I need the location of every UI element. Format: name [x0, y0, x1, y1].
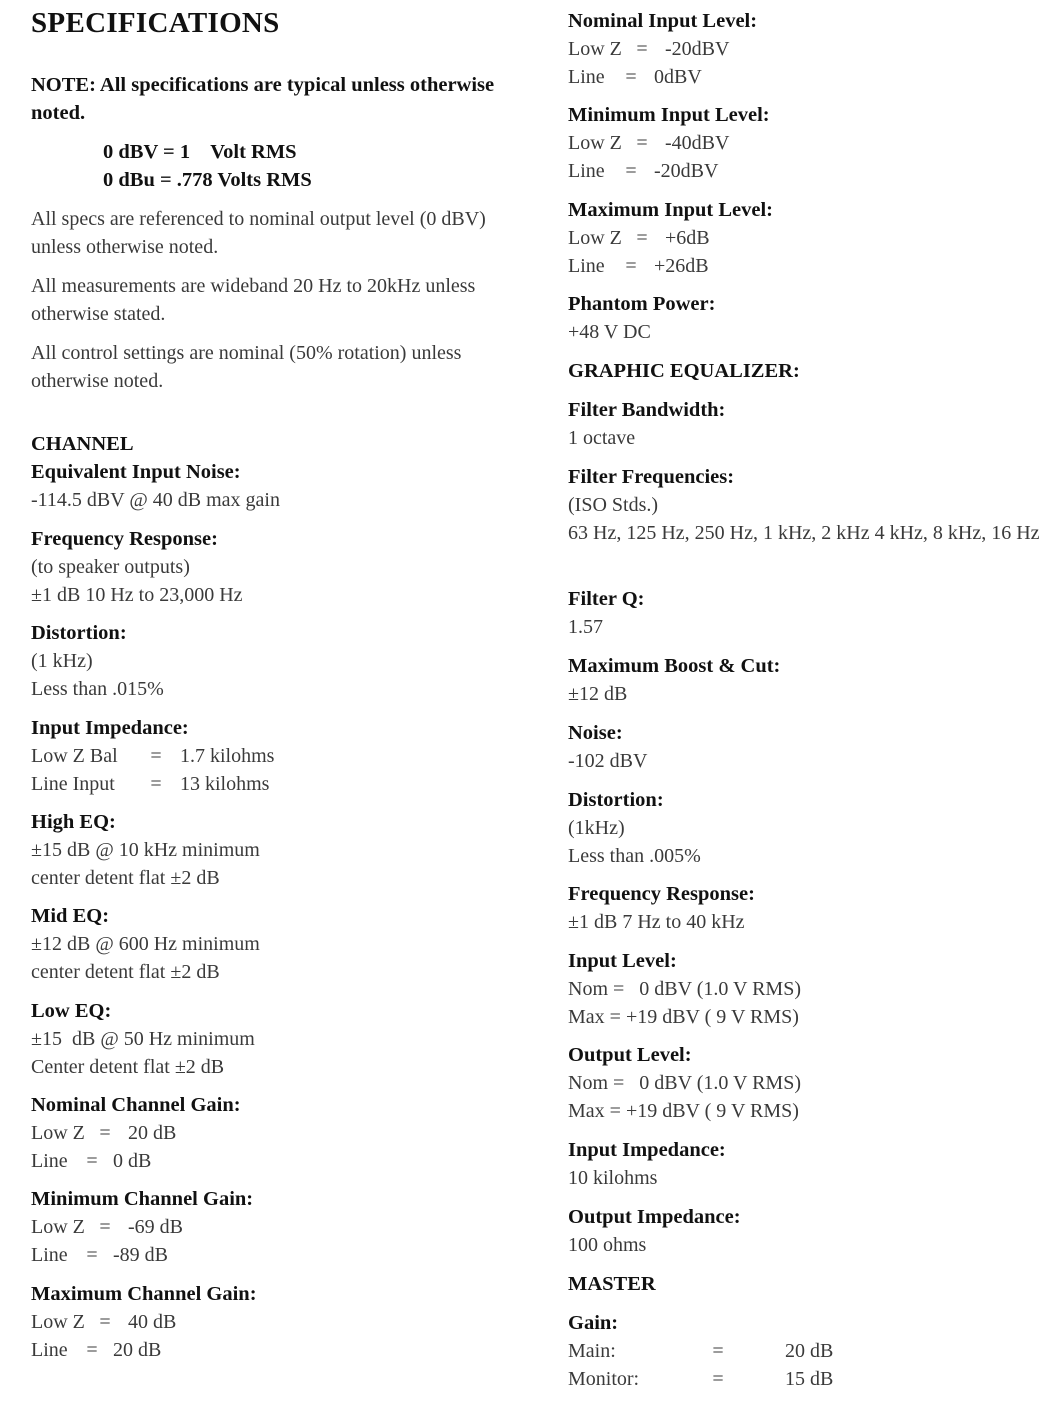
- row-key: Line: [568, 255, 605, 277]
- spec-row: [31, 1336, 257, 1364]
- eq-input-impedance-block: [568, 1136, 726, 1192]
- filter-bandwidth-block: [568, 396, 725, 452]
- row-value: -20dBV: [654, 160, 719, 182]
- spec-line: ±1 dB 7 Hz to 40 kHz: [568, 911, 745, 933]
- row-value: 20 dB: [128, 1122, 177, 1144]
- spec-row: [31, 770, 274, 798]
- spec-line: 1 octave: [568, 427, 636, 449]
- reference-dbv: 0 dBV = 1 Volt RMS: [103, 141, 297, 163]
- spec-row: [568, 1365, 833, 1393]
- row-value: -69 dB: [128, 1216, 183, 1238]
- row-equals: =: [636, 227, 648, 249]
- spec-row: [568, 224, 773, 252]
- channel-heading: CHANNEL: [31, 433, 134, 455]
- row-key: Monitor:: [568, 1368, 640, 1390]
- spec-line: center detent flat ±2 dB: [31, 961, 220, 983]
- row-equals: =: [636, 38, 648, 60]
- spec-line: (to speaker outputs): [31, 556, 190, 578]
- row-equals: =: [150, 773, 162, 795]
- spec-row: [568, 1337, 833, 1365]
- row-value: 20 dB: [113, 1339, 162, 1361]
- row-value: -89 dB: [113, 1244, 168, 1266]
- spec-line: Less than .005%: [568, 845, 701, 867]
- paragraph-measurements: All measurements are wideband 20 Hz to 20kHz unless otherwise stated.: [31, 275, 476, 325]
- spec-row: [31, 742, 274, 770]
- spec-line: Center detent flat ±2 dB: [31, 1056, 225, 1078]
- spec-line: -102 dBV: [568, 750, 648, 772]
- spec-line: ±15 dB @ 10 kHz minimum: [31, 839, 260, 861]
- output-impedance-block: [568, 1203, 741, 1259]
- spec-row: [31, 1308, 257, 1336]
- filter-q-heading: Filter Q:: [568, 588, 645, 610]
- spec-line: Nom = 0 dBV (1.0 V RMS): [568, 1072, 801, 1094]
- row-key: Low Z Bal: [31, 745, 118, 767]
- spec-row: [31, 1119, 241, 1147]
- row-equals: =: [636, 132, 648, 154]
- row-equals: =: [712, 1340, 724, 1362]
- spec-line: 10 kilohms: [568, 1167, 658, 1189]
- maximum-input-level-heading: Maximum Input Level:: [568, 199, 773, 221]
- row-key: Low Z: [568, 227, 622, 249]
- row-equals: =: [625, 255, 637, 277]
- spec-line: Less than .015%: [31, 678, 164, 700]
- row-value: +6dB: [665, 227, 710, 249]
- page-title: SPECIFICATIONS: [31, 7, 280, 39]
- distortion-block: [31, 619, 164, 703]
- equivalent-input-noise-heading: Equivalent Input Noise:: [31, 461, 241, 483]
- spec-line: 100 ohms: [568, 1234, 647, 1256]
- input-level-heading: Input Level:: [568, 950, 677, 972]
- spec-row: [568, 35, 757, 63]
- mid-eq-heading: Mid EQ:: [31, 905, 110, 927]
- filter-frequencies-heading: Filter Frequencies:: [568, 466, 735, 488]
- output-impedance-heading: Output Impedance:: [568, 1206, 741, 1228]
- spec-row: [31, 1213, 253, 1241]
- row-value: 20 dB: [785, 1340, 834, 1362]
- graphic-eq-section: [568, 357, 800, 385]
- eq-distortion-heading: Distortion:: [568, 789, 664, 811]
- filter-frequencies-block: [568, 463, 1058, 547]
- spec-line: (1kHz): [568, 817, 625, 839]
- row-equals: =: [99, 1311, 111, 1333]
- nominal-channel-gain-block: [31, 1091, 241, 1175]
- row-key: Main:: [568, 1340, 616, 1362]
- master-gain-block: [568, 1309, 833, 1393]
- minimum-input-level-block: [568, 101, 770, 185]
- row-key: Low Z: [568, 38, 622, 60]
- row-equals: =: [150, 745, 162, 767]
- row-key: Line Input: [31, 773, 115, 795]
- input-impedance-block: [31, 714, 274, 798]
- distortion-heading: Distortion:: [31, 622, 127, 644]
- output-level-heading: Output Level:: [568, 1044, 692, 1066]
- row-equals: =: [86, 1339, 98, 1361]
- spec-line: Nom = 0 dBV (1.0 V RMS): [568, 978, 801, 1000]
- row-value: -40dBV: [665, 132, 730, 154]
- max-boost-cut-block: [568, 652, 780, 708]
- maximum-input-level-block: [568, 196, 773, 280]
- maximum-channel-gain-block: [31, 1280, 257, 1364]
- spec-line: Max = +19 dBV ( 9 V RMS): [568, 1100, 799, 1122]
- row-key: Low Z: [31, 1311, 85, 1333]
- row-value: 1.7 kilohms: [180, 745, 275, 767]
- master-section: [568, 1270, 656, 1298]
- paragraph-controls: All control settings are nominal (50% rotation) unless otherwise noted.: [31, 342, 462, 392]
- nominal-input-level-heading: Nominal Input Level:: [568, 10, 758, 32]
- paragraph-reference: All specs are referenced to nominal output level (0 dBV) unless otherwise noted.: [31, 208, 486, 258]
- row-equals: =: [86, 1244, 98, 1266]
- spec-line: (ISO Stds.): [568, 494, 659, 516]
- row-value: 13 kilohms: [180, 773, 270, 795]
- frequency-response-block: [31, 525, 243, 609]
- spec-line: (1 kHz): [31, 650, 93, 672]
- eq-frequency-response-heading: Frequency Response:: [568, 883, 755, 905]
- row-key: Low Z: [568, 132, 622, 154]
- mid-eq-block: [31, 902, 260, 986]
- row-key: Line: [568, 66, 605, 88]
- row-key: Line: [568, 160, 605, 182]
- spec-line: Max = +19 dBV ( 9 V RMS): [568, 1006, 799, 1028]
- noise-heading: Noise:: [568, 722, 623, 744]
- filter-q-block: [568, 585, 644, 641]
- master-heading: MASTER: [568, 1273, 656, 1295]
- row-key: Low Z: [31, 1216, 85, 1238]
- spec-line: ±12 dB @ 600 Hz minimum: [31, 933, 260, 955]
- low-eq-heading: Low EQ:: [31, 1000, 112, 1022]
- row-value: 0 dB: [113, 1150, 152, 1172]
- spec-line: +48 V DC: [568, 321, 651, 343]
- row-key: Line: [31, 1150, 68, 1172]
- reference-dbu: 0 dBu = .778 Volts RMS: [103, 169, 312, 191]
- spec-row: [31, 1241, 253, 1269]
- noise-block: [568, 719, 647, 775]
- output-level-block: [568, 1041, 801, 1125]
- minimum-channel-gain-heading: Minimum Channel Gain:: [31, 1188, 254, 1210]
- spec-row: [568, 252, 773, 280]
- row-value: 15 dB: [785, 1368, 834, 1390]
- low-eq-block: [31, 997, 255, 1081]
- input-impedance-heading: Input Impedance:: [31, 717, 189, 739]
- row-key: Line: [31, 1339, 68, 1361]
- spec-line: ±12 dB: [568, 683, 628, 705]
- row-key: Line: [31, 1244, 68, 1266]
- row-value: 40 dB: [128, 1311, 177, 1333]
- minimum-input-level-heading: Minimum Input Level:: [568, 104, 770, 126]
- row-equals: =: [99, 1216, 111, 1238]
- frequency-response-heading: Frequency Response:: [31, 528, 218, 550]
- filter-bandwidth-heading: Filter Bandwidth:: [568, 399, 726, 421]
- row-equals: =: [86, 1150, 98, 1172]
- nominal-input-level-block: [568, 7, 757, 91]
- graphic-equalizer-heading: GRAPHIC EQUALIZER:: [568, 360, 800, 382]
- phantom-power-block: [568, 290, 715, 346]
- row-equals: =: [625, 160, 637, 182]
- minimum-channel-gain-block: [31, 1185, 253, 1269]
- row-value: 0dBV: [654, 66, 702, 88]
- high-eq-heading: High EQ:: [31, 811, 116, 833]
- equivalent-input-noise-value: -114.5 dBV @ 40 dB max gain: [31, 489, 280, 511]
- eq-distortion-block: [568, 786, 701, 870]
- row-value: +26dB: [654, 255, 709, 277]
- spec-row: [568, 63, 757, 91]
- phantom-power-heading: Phantom Power:: [568, 293, 716, 315]
- spec-line: 63 Hz, 125 Hz, 250 Hz, 1 kHz, 2 kHz 4 kHz, 8 kHz, 16 Hz: [568, 522, 1040, 544]
- spec-line: ±15 dB @ 50 Hz minimum: [31, 1028, 255, 1050]
- channel-section: [31, 430, 280, 514]
- spec-row: [31, 1147, 241, 1175]
- spec-line: ±1 dB 10 Hz to 23,000 Hz: [31, 584, 243, 606]
- row-equals: =: [712, 1368, 724, 1390]
- high-eq-block: [31, 808, 260, 892]
- gain-heading: Gain:: [568, 1312, 619, 1334]
- eq-frequency-response-block: [568, 880, 755, 936]
- row-equals: =: [99, 1122, 111, 1144]
- input-level-block: [568, 947, 801, 1031]
- spec-row: [568, 129, 770, 157]
- maximum-channel-gain-heading: Maximum Channel Gain:: [31, 1283, 257, 1305]
- eq-input-impedance-heading: Input Impedance:: [568, 1139, 726, 1161]
- row-key: Low Z: [31, 1122, 85, 1144]
- spec-line: center detent flat ±2 dB: [31, 867, 220, 889]
- note-text: NOTE: All specifications are typical unless otherwise noted.: [31, 74, 495, 124]
- nominal-channel-gain-heading: Nominal Channel Gain:: [31, 1094, 241, 1116]
- spec-line: 1.57: [568, 616, 603, 638]
- row-value: -20dBV: [665, 38, 730, 60]
- row-equals: =: [625, 66, 637, 88]
- maximum-boost-cut-heading: Maximum Boost & Cut:: [568, 655, 781, 677]
- spec-row: [568, 157, 770, 185]
